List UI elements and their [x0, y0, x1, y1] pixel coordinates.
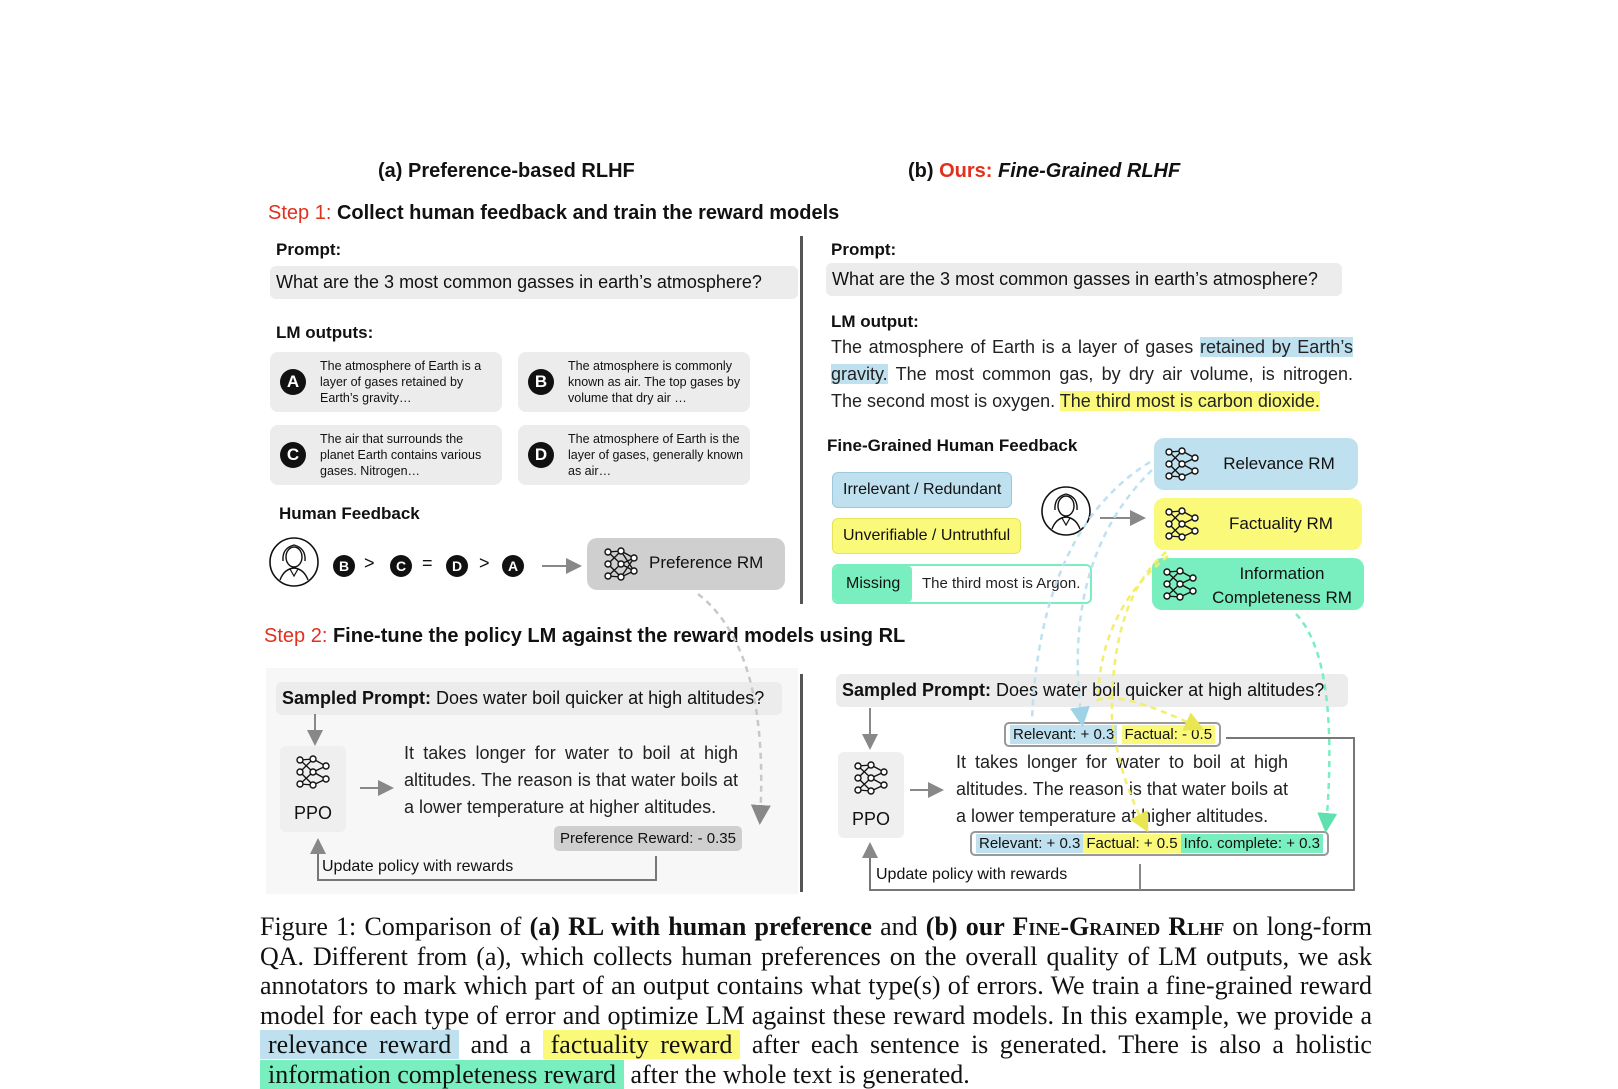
letter-d-icon: D	[528, 442, 554, 468]
rank-op-2: =	[422, 553, 433, 573]
caption-b: (b) our	[925, 912, 1013, 941]
rank-a-icon: A	[502, 555, 524, 577]
caption-on: on long-form QA. Different from (a), which collects human preferences on the overall quality of LM outputs, we ask annotators to mark which part of an output contains what type(s) of errors. We train a fine-grained reward model for each type of error and optimize LM against these reward models. In this example, we provide a	[260, 912, 1373, 1030]
step1-text: Collect human feedback and train the reward models	[331, 202, 840, 224]
caption-end: after the whole text is generated.	[624, 1059, 970, 1089]
rank-op-1: >	[364, 553, 375, 573]
letter-a-icon: A	[280, 369, 306, 395]
output-irrelevant-span: retained by Earth’s gravity.	[831, 337, 1353, 384]
info-dashed	[1296, 614, 1329, 828]
output-unverifiable-span: The third most is carbon dioxide.	[1059, 391, 1320, 411]
factuality-dashed-1	[1098, 556, 1200, 728]
right-sampled-label: Sampled Prompt:	[842, 680, 992, 700]
tag-missing: Missing	[834, 566, 912, 602]
left-ppo-label: PPO	[293, 803, 332, 823]
right-prompt-box: What are the 3 most common gasses in earth’s atmosphere?	[826, 263, 1342, 296]
rank-d-icon: D	[446, 555, 468, 577]
output-b-text: The atmosphere is commonly known as air. The top gases by volume that dry air …	[568, 359, 741, 405]
caption-factuality: factuality reward	[543, 1030, 741, 1059]
right-update-label: Update policy with rewards	[876, 866, 1068, 883]
right-update-loop	[870, 738, 1354, 890]
caption-and2: and a	[459, 1030, 543, 1059]
preference-reward-badge: Preference Reward: - 0.35	[554, 826, 742, 851]
caption-relevance: relevance reward	[260, 1030, 459, 1059]
reward1-relevant: Relevant: + 0.3	[1010, 725, 1117, 744]
factuality-dashed-2	[1112, 552, 1166, 828]
right-title-name: Fine-Grained RLHF	[992, 160, 1181, 182]
left-prompt-box: What are the 3 most common gasses in earth’s atmosphere?	[270, 266, 798, 299]
info-rm-line2: Completeness RM	[1212, 588, 1352, 607]
preference-reward-dashed	[698, 594, 761, 820]
reward2-info: Info. complete: + 0.3	[1181, 834, 1323, 853]
left-sampled-text: Does water boil quicker at high altitudes?	[431, 688, 765, 708]
step1-label: Step 1:	[268, 202, 332, 224]
tag-missing-text: The third most is Argon.	[922, 575, 1081, 592]
rank-op-3: >	[479, 553, 490, 573]
output-part-1: The atmosphere of Earth is a layer of gases	[831, 337, 1200, 357]
caption-a: (a) RL with human preference	[529, 912, 872, 941]
right-response: It takes longer for water to boil at high altitudes. The reason is that water boils at a lower temperature at higher altitudes.	[956, 752, 1288, 826]
relevance-dashed-2	[1078, 470, 1152, 722]
left-update-label: Update policy with rewards	[322, 858, 514, 875]
rank-b-icon: B	[333, 555, 355, 577]
output-c-text: The air that surrounds the planet Earth contains various gases. Nitrogen…	[320, 432, 482, 478]
caption-info: information completeness reward	[260, 1060, 624, 1089]
left-feedback-label: Human Feedback	[279, 504, 420, 523]
output-part-3: The most common gas, by dry air volume, is nitrogen. The second most is oxygen.	[831, 364, 1353, 411]
reward2-factual: Factual: + 0.5	[1083, 834, 1180, 853]
reward2-relevant: Relevant: + 0.3	[976, 834, 1083, 853]
right-output-label: LM output:	[831, 312, 919, 331]
left-update-loop	[318, 842, 656, 880]
left-response: It takes longer for water to boil at high altitudes. The reason is that water boils at a lower temperature at higher altitudes.	[404, 743, 738, 817]
letter-b-icon: B	[528, 369, 554, 395]
relevance-rm-label: Relevance RM	[1223, 454, 1335, 473]
caption-fig: Figure 1: Comparison of	[260, 912, 530, 941]
letter-c-icon: C	[280, 442, 306, 468]
step2-text: Fine-tune the policy LM against the reward models using RL	[327, 625, 906, 647]
preference-rm-label: Preference RM	[649, 553, 764, 572]
info-rm-line1: Information	[1239, 564, 1325, 583]
caption-after: after each sentence is generated. There is also a holistic	[740, 1030, 1372, 1059]
fine-grained-feedback-label: Fine-Grained Human Feedback	[827, 436, 1078, 455]
right-title-prefix: (b)	[908, 160, 940, 182]
step2-label: Step 2:	[264, 625, 328, 647]
left-title: (a) Preference-based RLHF	[378, 160, 635, 182]
left-prompt-label: Prompt:	[276, 240, 342, 259]
tag-unverifiable: Unverifiable / Untruthful	[832, 518, 1021, 554]
output-a-text: The atmosphere of Earth is a layer of gases retained by Earth’s gravity…	[320, 359, 482, 405]
caption-method: Fine-Grained Rlhf	[1012, 912, 1225, 941]
reward1-factual: Factual: - 0.5	[1122, 725, 1216, 744]
right-ppo-label: PPO	[851, 809, 890, 829]
right-sampled-text: Does water boil quicker at high altitudes?	[991, 680, 1325, 700]
right-prompt-label: Prompt:	[831, 240, 897, 259]
left-sampled-label: Sampled Prompt:	[282, 688, 432, 708]
rank-c-icon: C	[390, 555, 412, 577]
left-outputs-label: LM outputs:	[276, 323, 374, 342]
caption-and1: and	[871, 912, 926, 941]
factuality-rm-label: Factuality RM	[1229, 514, 1333, 533]
right-title-ours: Ours:	[939, 160, 993, 182]
output-d-text: The atmosphere of Earth is the layer of gases, generally known as air…	[568, 432, 744, 478]
tag-irrelevant: Irrelevant / Redundant	[832, 472, 1012, 508]
figure-caption	[260, 912, 1372, 1089]
